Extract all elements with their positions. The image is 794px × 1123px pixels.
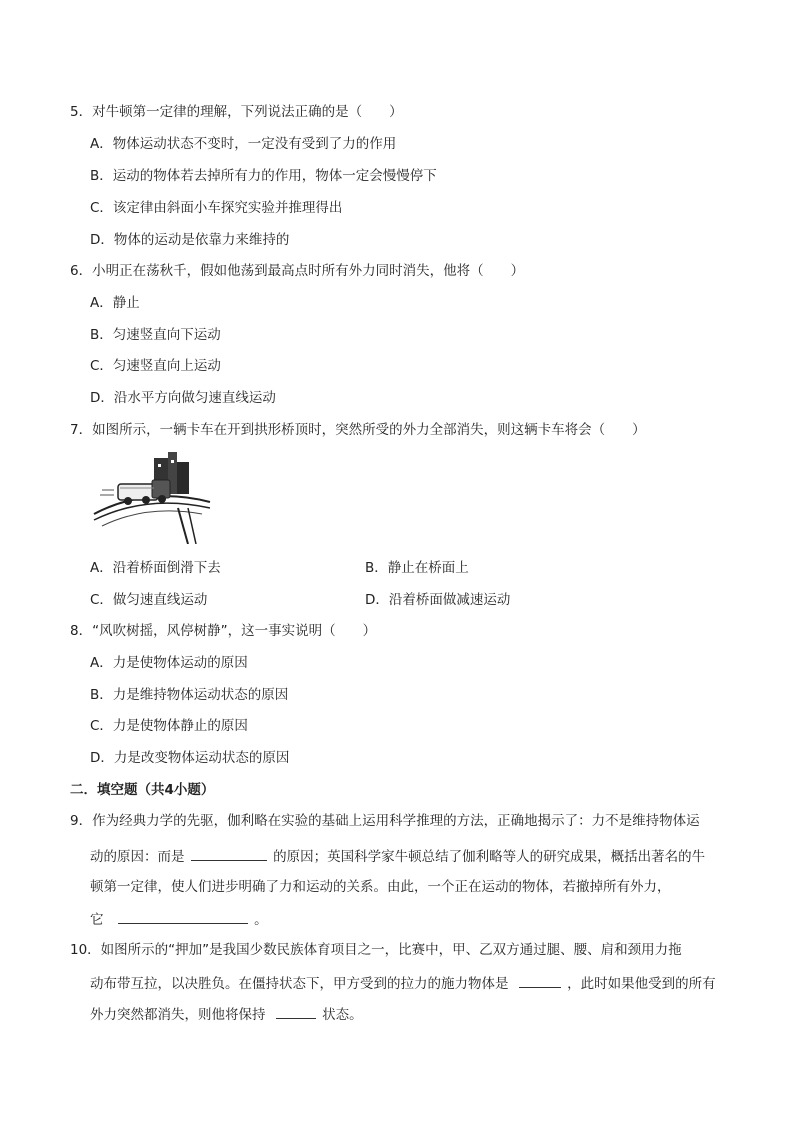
question-9-blank-2[interactable] bbox=[118, 909, 248, 924]
question-9-text: 。 bbox=[254, 912, 268, 928]
question-7-option-c[interactable]: C．做匀速直线运动 bbox=[90, 592, 208, 608]
question-10-text: 外力突然都消失，则他将保持 bbox=[90, 1007, 266, 1023]
question-10-text: 状态。 bbox=[322, 1007, 363, 1023]
question-9-line-3: 顿第一定律，使人们进步明确了力和运动的关系。由此，一个正在运动的物体，若撤掉所有外力， bbox=[90, 879, 671, 895]
question-10-blank-1[interactable] bbox=[519, 973, 561, 988]
question-8-option-b[interactable]: B．力是维持物体运动状态的原因 bbox=[90, 687, 289, 703]
question-7-stem: 7．如图所示，一辆卡车在开到拱形桥顶时，突然所受的外力全部消失，则这辆卡车将会（ ） bbox=[70, 422, 646, 438]
question-6-stem: 6．小明正在荡秋千，假如他荡到最高点时所有外力同时消失，他将（ ） bbox=[70, 263, 525, 279]
question-8-option-d[interactable]: D．力是改变物体运动状态的原因 bbox=[90, 750, 290, 766]
question-6-option-c[interactable]: C．匀速竖直向上运动 bbox=[90, 358, 221, 374]
question-9-blank-1[interactable] bbox=[191, 846, 267, 861]
question-5-option-b[interactable]: B．运动的物体若去掉所有力的作用，物体一定会慢慢停下 bbox=[90, 168, 437, 184]
question-9-line-2 bbox=[90, 846, 705, 866]
question-9-line-1: 9．作为经典力学的先驱，伽利略在实验的基础上运用科学推理的方法，正确地揭示了：力不是维持物体运 bbox=[70, 813, 700, 829]
question-9-text: 动的原因：而是 bbox=[90, 849, 185, 865]
question-9-line-4 bbox=[90, 909, 268, 929]
question-10-text: 动布带互拉，以决胜负。在僵持状态下，甲方受到的拉力的施力物体是 bbox=[90, 976, 509, 992]
question-8-stem: 8．“风吹树摇，风停树静”，这一事实说明（ ） bbox=[70, 623, 377, 639]
question-5-option-d[interactable]: D．物体的运动是依靠力来维持的 bbox=[90, 232, 290, 248]
question-8-option-c[interactable]: C．力是使物体静止的原因 bbox=[90, 718, 248, 734]
question-9-text: 它 bbox=[90, 912, 104, 928]
question-6-option-a[interactable]: A．静止 bbox=[90, 295, 140, 311]
section-title: 二．填空题（共4小题） bbox=[70, 782, 215, 798]
question-5-option-c[interactable]: C．该定律由斜面小车探究实验并推理得出 bbox=[90, 200, 343, 216]
question-7-option-b[interactable]: B．静止在桥面上 bbox=[365, 560, 469, 576]
question-10-line-3 bbox=[90, 1004, 363, 1024]
truck-on-arch-bridge-figure bbox=[92, 452, 212, 544]
question-10-blank-2[interactable] bbox=[276, 1004, 316, 1019]
question-5-option-a[interactable]: A．物体运动状态不变时，一定没有受到了力的作用 bbox=[90, 136, 397, 152]
question-10-text: ，此时如果他受到的所有 bbox=[567, 976, 716, 992]
question-7-option-d[interactable]: D．沿着桥面做减速运动 bbox=[365, 592, 511, 608]
question-5-stem: 5．对牛顿第一定律的理解，下列说法正确的是（ ） bbox=[70, 104, 403, 120]
question-9-text: 的原因；英国科学家牛顿总结了伽利略等人的研究成果，概括出著名的牛 bbox=[273, 849, 706, 865]
question-10-line-1: 10．如图所示的“押加”是我国少数民族体育项目之一，比赛中，甲、乙双方通过腿、腰、肩和颈用力拖 bbox=[70, 942, 682, 958]
question-8-option-a[interactable]: A．力是使物体运动的原因 bbox=[90, 655, 248, 671]
question-10-line-2 bbox=[90, 973, 716, 993]
question-6-option-b[interactable]: B．匀速竖直向下运动 bbox=[90, 327, 221, 343]
question-6-option-d[interactable]: D．沿水平方向做匀速直线运动 bbox=[90, 390, 276, 406]
question-7-option-a[interactable]: A．沿着桥面倒滑下去 bbox=[90, 560, 221, 576]
